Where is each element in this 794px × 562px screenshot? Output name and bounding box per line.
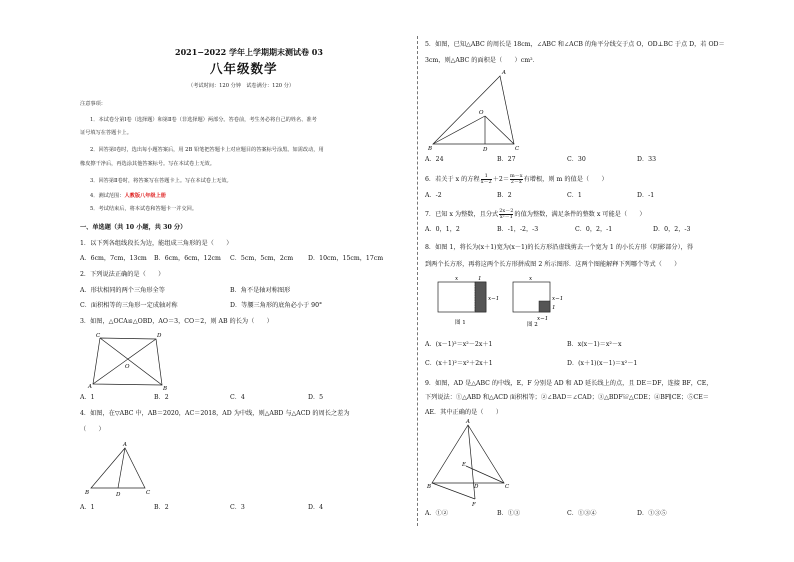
q9-segment-ce — [466, 466, 504, 483]
q5-label-o: O — [479, 110, 484, 116]
q2-option-d[interactable]: D．等腰三角形的底角必小于 90° — [230, 302, 323, 309]
q5-option-d[interactable]: D．33 — [637, 156, 657, 163]
q9-stem: 9．如图，AD 是△ABC 的中线，E，F 分别是 AD 和 AD 延长线上的点，且 DE＝DF，连接 BF，CE， — [425, 380, 713, 387]
q4-label-a: A — [123, 442, 127, 448]
q5-bisector-c — [485, 116, 514, 144]
q2-stem: 2．下列说法正确的是（ ） — [80, 271, 165, 278]
q9-label-b: B — [427, 484, 432, 490]
q8-label-x-1-fig2-side: x−1 — [552, 296, 564, 302]
q4-option-b[interactable]: B．2 — [154, 504, 169, 511]
q6-stem-start: 6．若关于 x 的方程 — [425, 176, 480, 183]
q8-label-x-fig2: x — [529, 276, 533, 282]
q1-option-d[interactable]: D．10cm，15cm，17cm — [308, 255, 384, 262]
q9-label-a: A — [466, 419, 470, 425]
q6-plus-two: ＋2＝ — [492, 176, 510, 183]
q9-label-e: E — [462, 462, 467, 468]
q5-bisector-b — [433, 116, 485, 144]
q6-fraction-2-numerator: m－x — [510, 173, 523, 179]
q1-option-b[interactable]: B．6cm，6cm，12cm — [154, 255, 221, 262]
q6-fraction-1 — [481, 174, 492, 185]
q6-fraction-2 — [510, 174, 523, 185]
q8-label-x-top: x — [455, 276, 459, 282]
q6-fraction-1-denominator: x－2 — [480, 179, 492, 185]
q7-option-d[interactable]: D．0，2，-3 — [653, 226, 691, 233]
exam-info: （考试时间：120 分钟 试卷满分：120 分） — [188, 83, 295, 89]
q1-stem: 1．以下列各组线段长为边，能组成三角形的是（ ） — [80, 240, 233, 247]
q5-label-a: A — [502, 70, 506, 76]
q4-option-c[interactable]: C．3 — [230, 504, 245, 511]
q9-figure — [427, 419, 515, 508]
q2-option-a[interactable]: A．形状相同的两个三角形全等 — [80, 287, 165, 294]
note-line: 5．考试结束后，将本试卷和答题卡一并交回。 — [90, 206, 198, 212]
note-line: 橡皮擦干净后，再选涂其他答案标号。写在本试卷上无效。 — [80, 161, 215, 167]
q8-label-x-1-fig2-bottom: x−1 — [537, 316, 549, 322]
q5-label-d: D — [483, 147, 488, 153]
q9-option-b[interactable]: B．①③ — [497, 510, 521, 517]
note-line: 1．本试卷分第Ⅰ卷（选择题）和第Ⅱ卷（非选择题）两部分。答卷前，考生务必将自己的姓名、准考 — [90, 117, 317, 123]
grade-title: 八年级数学 — [210, 61, 278, 76]
q8-fig2-caption: 图 2 — [527, 322, 538, 328]
q4-label-c: C — [146, 490, 151, 496]
q5-triangle — [433, 76, 514, 144]
q5-option-b[interactable]: B．27 — [497, 156, 516, 163]
q9-stem-continued: 下列说法：①△ABD 和△ACD 面积相等；②∠BAD＝∠CAD；③△BDF≌△CDE；④BF∥CE；⑤CE＝ — [425, 394, 709, 401]
q4-figure — [85, 442, 158, 498]
q8-fig1-caption: 图 1 — [455, 320, 466, 326]
q9-segment-bf — [432, 483, 475, 499]
q6-option-b[interactable]: B．2 — [497, 192, 512, 199]
notes-heading: 注意事项： — [80, 101, 106, 107]
q8-fig2-shaded-block — [539, 301, 550, 312]
q8-label-1-top: 1 — [478, 276, 482, 282]
q4-stem: 4．如图，在▽ABC 中，AB＝2020，AC＝2018，AD 为中线，则△ABD 与△ACD 的周长之差为 — [80, 410, 350, 417]
q4-label-d: D — [116, 492, 121, 498]
note-line: 2．回答第Ⅰ卷时，选出每小题答案后，用 2B 铅笔把答题卡上对应题目的答案标号涂黑。如需改动，用 — [90, 147, 324, 153]
note-scope-value: 人教版八年级上册 — [124, 193, 166, 199]
q8-option-d[interactable]: D．(x＋1)(x－1)＝x²－1 — [567, 360, 638, 367]
q1-option-c[interactable]: C．5cm，5cm，2cm — [230, 255, 294, 262]
q7-option-c[interactable]: C．0，2，-1 — [575, 226, 613, 233]
exam-title: 2021−2022 学年上学期期末测试卷 03 — [175, 47, 323, 57]
q4-stem-continued: （ ） — [80, 426, 105, 433]
q9-option-d[interactable]: D．①③⑤ — [637, 510, 667, 517]
q6-option-c[interactable]: C．1 — [567, 192, 582, 199]
q9-triangle — [432, 425, 504, 483]
q3-stem: 3．如图，△OCA≌△OBD，AO＝3，CO＝2，则 AB 的长为（ ） — [80, 318, 273, 325]
q9-label-f: F — [472, 502, 476, 508]
q6-fraction-2-denominator: 2－x — [510, 179, 522, 185]
q3-figure — [88, 332, 168, 392]
q7-fraction — [499, 209, 513, 220]
q8-option-c[interactable]: C．(x＋1)²＝x²＋2x＋1 — [425, 360, 493, 367]
section-heading: 一、单选题（共 10 小题，共 30 分） — [80, 224, 187, 231]
q3-option-a[interactable]: A．1 — [80, 394, 95, 401]
q3-option-d[interactable]: D．5 — [308, 394, 324, 401]
q8-stem-continued: 到两个长方形，再将这两个长方形拼成图 2 所示图形．这两个图能解释下列哪个等式（ ） — [425, 261, 681, 268]
q8-label-x-1-side: x−1 — [488, 296, 500, 302]
q6-option-a[interactable]: A．-2 — [425, 192, 442, 199]
q4-option-a[interactable]: A．1 — [80, 504, 95, 511]
q5-stem-continued: 3cm，则△ABC 的面积是（ ）cm²． — [425, 57, 539, 64]
q8-figures — [435, 276, 575, 338]
q2-option-b[interactable]: B．角不是轴对称图形 — [230, 287, 291, 294]
q4-median-ad — [118, 448, 125, 488]
q6-stem-end: 有增根，则 m 的值是（ ） — [523, 176, 608, 183]
q7-option-a[interactable]: A．0，1，2 — [425, 226, 460, 233]
q5-label-c: C — [515, 146, 520, 152]
q6-option-d[interactable]: D．-1 — [637, 192, 655, 199]
q4-label-b: B — [85, 490, 90, 496]
q3-diagonal-cb — [100, 338, 162, 385]
q3-label-o: O — [125, 364, 130, 370]
q3-label-a: A — [88, 384, 92, 390]
q6-stem — [425, 174, 608, 185]
q8-option-a[interactable]: A．(x－1)²＝x²－2x＋1 — [425, 341, 493, 348]
q5-label-b: B — [428, 146, 433, 152]
q2-option-c[interactable]: C．面积相等的三角形一定成轴对称 — [80, 302, 178, 309]
q4-triangle — [91, 448, 145, 488]
q5-option-c[interactable]: C．30 — [567, 156, 586, 163]
q8-fig1-shaded-strip — [475, 282, 486, 312]
q3-label-c: C — [96, 333, 101, 339]
q9-label-c: C — [505, 484, 510, 490]
q7-fraction-denominator: x²－1 — [499, 214, 513, 220]
q4-option-d[interactable]: D．4 — [308, 504, 324, 511]
q8-option-b[interactable]: B．x(x－1)＝x²－x — [567, 341, 622, 348]
q8-stem: 8．如图 1，将长为(x＋1)宽为(x－1)的长方形沿虚线剪去一个宽为 1 的小长方形（阴影部分），得 — [425, 244, 694, 251]
q9-stem-end: AE．其中正确的是（ ） — [425, 409, 503, 416]
note-line — [90, 192, 166, 200]
q7-option-b[interactable]: B．-1，-2，-3 — [497, 226, 539, 233]
note-line: 3．回答第Ⅱ卷时，将答案写在答题卡上。写在本试卷上无效。 — [90, 178, 232, 184]
q3-outline — [93, 338, 162, 385]
note-line: 证号填写在答题卡上。 — [80, 130, 132, 136]
q3-label-b: B — [163, 386, 168, 392]
q5-option-a[interactable]: A．24 — [425, 156, 444, 163]
q9-label-d: D — [474, 484, 479, 490]
q1-option-a[interactable]: A．6cm，7cm，13cm — [80, 255, 147, 262]
q7-stem-end: 的值为整数，满足条件的整数 x 可能是（ ） — [514, 211, 646, 218]
q5-stem: 5．如图，已知△ABC 的周长是 18cm，∠ABC 和∠ACB 的角平分线交于点 O，OD⊥BC 于点 D，若 OD＝ — [425, 41, 725, 48]
q6-fraction-1-numerator: 1 — [481, 174, 492, 180]
q8-label-1-fig2: 1 — [552, 305, 556, 311]
q9-option-a[interactable]: A．①② — [425, 510, 449, 517]
q7-stem — [425, 209, 646, 220]
column-divider — [417, 36, 418, 526]
q3-label-d: D — [157, 333, 162, 339]
note-scope-label: 4．测试范围： — [90, 193, 125, 199]
q7-stem-start: 7．已知 x 为整数，且分式 — [425, 211, 499, 218]
q3-option-b[interactable]: B．2 — [154, 394, 169, 401]
q9-option-c[interactable]: C．①③④ — [567, 510, 597, 517]
q3-diagonal-da — [93, 339, 156, 384]
q3-option-c[interactable]: C．4 — [230, 394, 245, 401]
q5-figure — [430, 70, 520, 152]
q7-fraction-numerator: 2x－2 — [499, 208, 514, 214]
